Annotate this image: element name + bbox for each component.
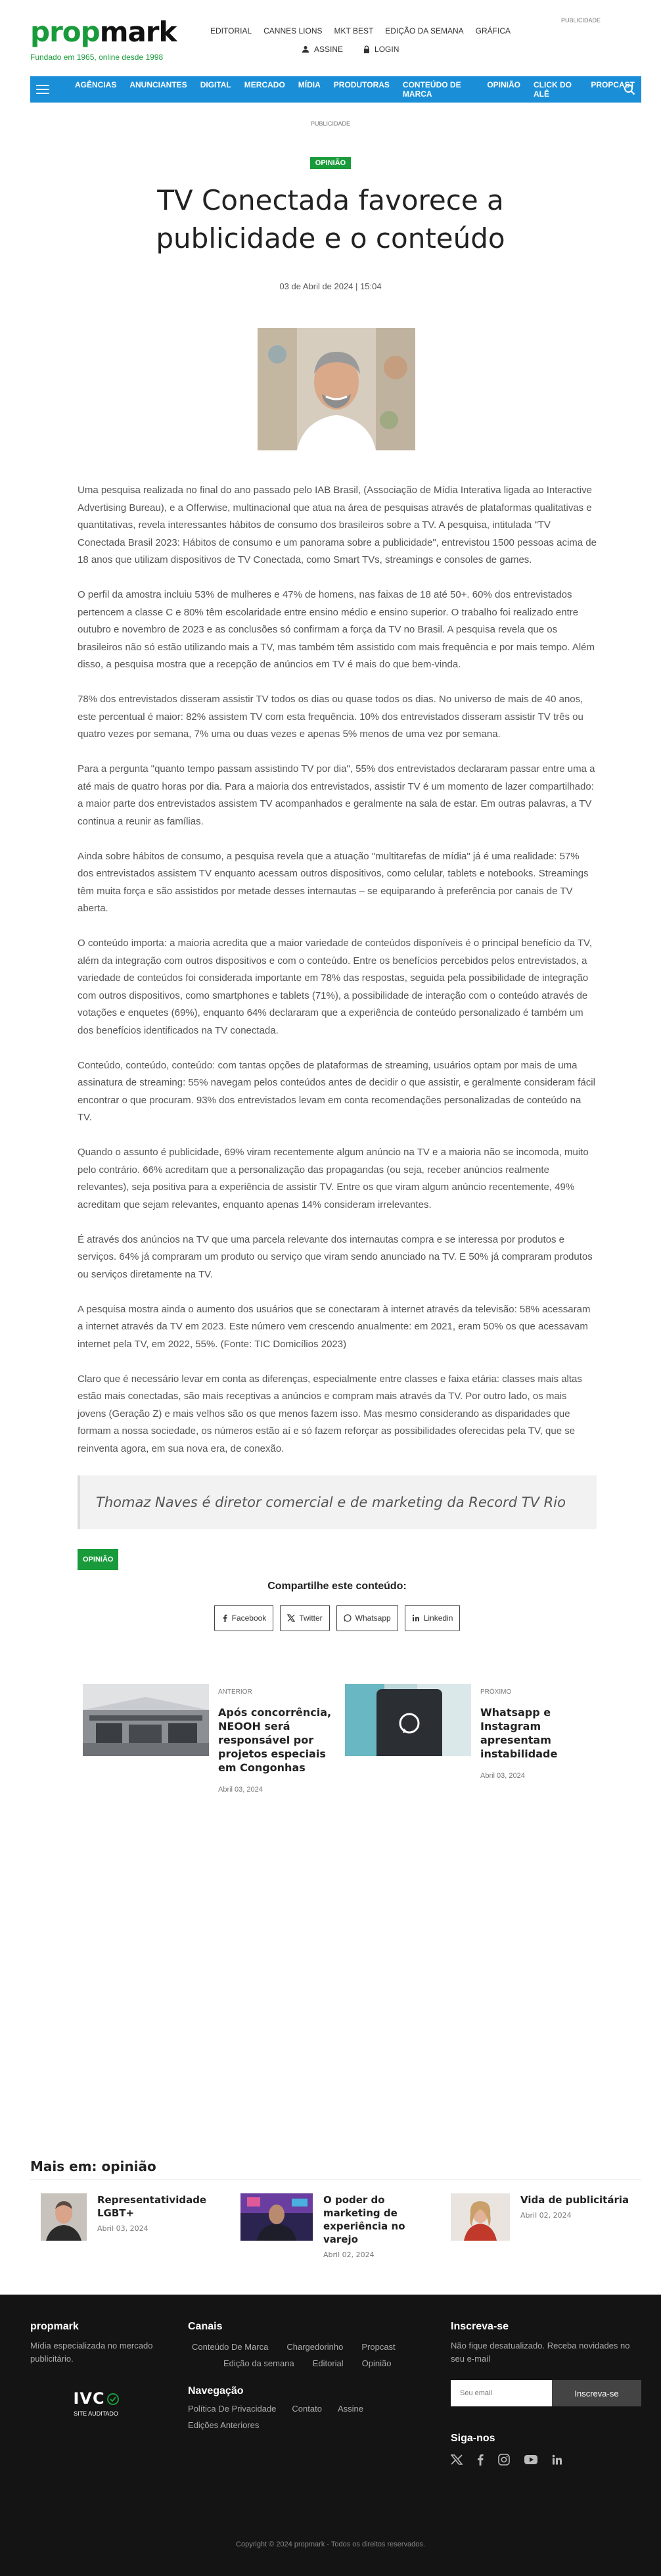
- more-item-thumb: [41, 2193, 87, 2241]
- share-linkedin-button[interactable]: [405, 1605, 461, 1632]
- main-navbar: [30, 76, 641, 103]
- nav-item-conteudo-marca[interactable]: CONTEÚDO DE MARCA: [402, 80, 461, 99]
- share-title: Compartilhe este conteúdo:: [267, 1581, 407, 1592]
- more-item-image: [451, 2193, 510, 2241]
- footer-link[interactable]: Conteúdo De Marca: [192, 2342, 269, 2352]
- footer-link[interactable]: Edições Anteriores: [188, 2420, 260, 2430]
- author-photo: [258, 328, 415, 450]
- article-category-bottom: [78, 1549, 597, 1571]
- more-item[interactable]: [451, 2193, 639, 2241]
- twitter-icon: [287, 1614, 295, 1622]
- more-item-text: [520, 2193, 639, 2241]
- more-item-image: [240, 2193, 313, 2241]
- article-body: [78, 482, 597, 1794]
- footer-subscribe-col: [451, 2321, 641, 2466]
- linkedin-icon[interactable]: [552, 2454, 562, 2465]
- footer-link[interactable]: Opinião: [361, 2358, 392, 2368]
- site-footer: [0, 2295, 661, 2576]
- footer-brand-col: [30, 2321, 175, 2417]
- login-link[interactable]: [363, 45, 399, 54]
- prev-article-image: [83, 1684, 209, 1756]
- next-article-image: [345, 1684, 471, 1756]
- more-in-section: [30, 2159, 641, 2259]
- article-date: 03 de Abril de 2024 | 15:04: [279, 281, 382, 291]
- more-item-date: Abril 03, 2024: [97, 2224, 148, 2233]
- email-input[interactable]: [451, 2380, 552, 2406]
- more-item-date: Abril 02, 2024: [520, 2211, 572, 2220]
- more-item-thumb: [240, 2193, 313, 2241]
- nav-item-click-ale[interactable]: CLICK DO ALÊ: [533, 80, 572, 99]
- prev-label: ANTERIOR: [218, 1688, 252, 1696]
- next-article-thumb: [345, 1684, 471, 1756]
- top-link-grafica[interactable]: GRÁFICA: [475, 26, 511, 36]
- nav-item-anunciantes[interactable]: ANUNCIANTES: [129, 80, 187, 89]
- nav-items: [68, 80, 641, 99]
- footer-subscribe-title: Inscreva-se: [451, 2321, 509, 2332]
- facebook-icon[interactable]: [477, 2454, 484, 2466]
- footer-canais-links: [188, 2342, 424, 2368]
- prev-next-nav: [78, 1684, 597, 1794]
- top-link-edicao[interactable]: EDIÇÃO DA SEMANA: [385, 26, 464, 36]
- top-link-cannes[interactable]: CANNES LIONS: [263, 26, 323, 36]
- nav-item-produtoras[interactable]: PRODUTORAS: [333, 80, 390, 89]
- next-article-title[interactable]: Whatsapp e Instagram apresentam instabilidade: [480, 1705, 558, 1760]
- site-header: [0, 0, 661, 74]
- share-twitter-button[interactable]: [280, 1605, 329, 1632]
- login-label: LOGIN: [375, 45, 399, 54]
- ivc-sub: SITE AUDITADO: [74, 2410, 118, 2417]
- author-portrait: [258, 328, 415, 450]
- category-badge-bottom[interactable]: OPINIÃO: [78, 1549, 118, 1571]
- article-paragraph: Para a pergunta "quanto tempo passam assistindo TV por dia", 55% dos entrevistados declararam passar entre uma a até mais de quatro horas por dia. Para a maioria dos entrevistados, assistir TV é um momento de lazer compartilhado: a maior parte dos entrevistados assistem TV acompanhados e geralmente na sala de estar. Em outras palavras, a TV continua a reunir as famílias.: [78, 763, 595, 827]
- user-plus-icon: [302, 45, 310, 53]
- site-tagline: Fundado em 1965, online desde 1998: [30, 53, 164, 62]
- nav-item-digital[interactable]: DIGITAL: [200, 80, 231, 89]
- instagram-icon[interactable]: [498, 2454, 510, 2466]
- prev-article-text: [218, 1684, 339, 1798]
- logo-prefix: prop: [30, 16, 100, 48]
- more-item-text: [323, 2193, 442, 2262]
- hamburger-icon: [36, 84, 49, 95]
- share-buttons: [78, 1605, 597, 1632]
- assine-label: ASSINE: [314, 45, 344, 54]
- article-title: TV Conectada favorece a publicidade e o conteúdo: [156, 184, 505, 254]
- share-linkedin-label: Linkedin: [423, 1613, 453, 1623]
- whatsapp-icon: [344, 1614, 352, 1622]
- nav-item-propcast[interactable]: PROPCAST: [591, 80, 635, 89]
- share-whatsapp-button[interactable]: [336, 1605, 398, 1632]
- nav-item-midia[interactable]: MÍDIA: [298, 80, 321, 89]
- article-paragraph: Claro que é necessário levar em conta as diferenças, especialmente entre classes e faixa etária: classes mais altas estão mais conectadas, são mais receptivas a anúncios e compram mais através da TV. Por outro lado, os mais jovens (Geração Z) e mais velhos são os que menos fazem isso. Mas mesmo considerando as disparidades que formam a nossa sociedade, os números estão aí e só fazem reforçar as possibilidades oferecidas pela TV, que se reinventa agora, em sua nova era, de conexão.: [78, 1373, 582, 1454]
- nav-item-mercado[interactable]: MERCADO: [244, 80, 285, 89]
- more-item-title[interactable]: O poder do marketing de experiência no varejo: [323, 2194, 405, 2245]
- footer-link[interactable]: Contato: [292, 2404, 322, 2414]
- footer-link[interactable]: Propcast: [361, 2342, 396, 2352]
- publicidade-label-mid: PUBLICIDADE: [310, 120, 351, 127]
- next-article-date: Abril 03, 2024: [480, 1771, 525, 1780]
- more-in-title: Mais em: opinião: [30, 2159, 156, 2174]
- youtube-icon[interactable]: [524, 2455, 537, 2464]
- footer-canais-col: [188, 2321, 424, 2430]
- next-article[interactable]: [345, 1684, 595, 1784]
- category-badge[interactable]: OPINIÃO: [310, 157, 351, 169]
- site-logo[interactable]: [30, 18, 176, 46]
- next-label: PRÓXIMO: [480, 1688, 512, 1696]
- footer-nav-links: [188, 2404, 424, 2430]
- more-item-image: [41, 2193, 87, 2241]
- article-paragraph: O conteúdo importa: a maioria acredita que a maior variedade de conteúdos disponíveis é o principal benefício da TV, além da integração com outros dispositivos e com o conteúdo. Entre os benefícios percebidos pelos entrevistados, a variedade de conteúdos foi considerada importante em 78% das respostas, seguida pela possibilidade de integração com outros dispositivos, como smartphones e tablets (71%), a possibilidade de interação com o conteúdo através de votações e enquetes (69%), enquanto 64% declararam que a experiência de conteúdo personalizado é também um dos benefícios identificados na TV conectada.: [78, 938, 592, 1036]
- nav-item-opiniao[interactable]: OPINIÃO: [487, 80, 520, 89]
- article-paragraph: Ainda sobre hábitos de consumo, a pesquisa revela que a atuação "multitarefas de mídia" já é uma realidade: 57% dos entrevistados assistem TV enquanto acessam outros dispositivos, como celular, tablets e notebooks. Streamings têm muita força e são assistidos por metade desses internautas – se equiparando à preferência por canais de TV aberta.: [78, 850, 589, 914]
- article-paragraph: Quando o assunto é publicidade, 69% viram recentemente algum anúncio na TV e a maioria não se incomoda, muito pelo contrário. 66% acreditam que a personalização das propagandas (ou seja, receber anúncios realmente relevantes), seja positiva para a experiência de assistir TV. Entre os que viram algum anúncio recentemente, 49% acreditam que sejam relevantes, enquanto apenas 14% consideram irrelevantes.: [78, 1147, 589, 1210]
- article-paragraph: 78% dos entrevistados disseram assistir TV todos os dias ou quase todos os dias. No universo de mais de 40 anos, este percentual é maior: 82% assistem TV com esta frequência. 10% dos entrevistados disseram assistir TV três ou quatro vezes por semana, 7% uma ou duas vezes e apenas 5% menos de uma vez por semana.: [78, 694, 583, 740]
- subscribe-button[interactable]: Inscreva-se: [552, 2380, 641, 2406]
- linkedin-icon: [412, 1614, 420, 1622]
- prev-article-date: Abril 03, 2024: [218, 1785, 263, 1794]
- subscribe-form: [451, 2380, 641, 2406]
- ivc-badge: [70, 2389, 122, 2417]
- article-paragraph: Conteúdo, conteúdo, conteúdo: com tantas opções de plataformas de streaming, usuários optam por mais de uma assinatura de streaming: 55% navegam pelos conteúdos antes de decidir o que assistir, e geralmente consideram fácil encontrar o que procuram. 93% dos entrevistados levam em conta recomendações personalizadas de conteúdo na TV.: [78, 1059, 595, 1123]
- article-paragraph: O perfil da amostra incluiu 53% de mulheres e 47% de homens, nas faixas de 18 até 50+. 60% dos entrevistados pertencem a classe C e 80% têm escolaridade entre ensino médio e ensino superior. O trabalho foi realizado entre outubro e novembro de 2023 e as conclusões só confirmam a força da TV no Brasil. A pesquisa revela que os brasileiros não só estão utilizando mais a TV, mas também têm assistido com mais frequência e por mais tempo. Além disso, a pesquisa mostra que a recepção de anúncios em TV é mais do que bem-vinda.: [78, 589, 595, 670]
- more-item-thumb: [451, 2193, 510, 2241]
- more-item[interactable]: [240, 2193, 442, 2262]
- next-article-text: [480, 1684, 595, 1784]
- search-button[interactable]: [622, 82, 637, 97]
- account-links: [302, 45, 399, 54]
- more-item[interactable]: [41, 2193, 216, 2241]
- footer-link[interactable]: Chargedorinho: [286, 2342, 344, 2352]
- search-icon: [624, 83, 635, 95]
- social-links: [451, 2454, 641, 2466]
- more-item-title[interactable]: Vida de publicitária: [520, 2194, 629, 2206]
- article-paragraph: É através dos anúncios na TV que uma parcela relevante dos internautas compra e se interessa por produtos e serviços. 64% já compraram um produto ou serviço que viram sendo anunciado na TV. E 50% já compraram produtos ou serviços diretamente na TV.: [78, 1233, 593, 1280]
- more-in-list: [30, 2193, 641, 2259]
- ivc-logo: [70, 2389, 122, 2408]
- share-facebook-button[interactable]: [214, 1605, 274, 1632]
- footer-link[interactable]: Editorial: [312, 2358, 344, 2368]
- prev-article[interactable]: [83, 1684, 339, 1798]
- footer-nav-title: Navegação: [188, 2385, 244, 2397]
- footer-canais-title: Canais: [188, 2321, 223, 2332]
- share-whatsapp-label: Whatsapp: [355, 1613, 391, 1623]
- share-twitter-label: Twitter: [299, 1613, 323, 1623]
- top-link-editorial[interactable]: EDITORIAL: [210, 26, 252, 36]
- article-category-top: [0, 156, 661, 169]
- more-item-text: [97, 2193, 216, 2241]
- footer-brand[interactable]: propmark: [30, 2321, 79, 2332]
- twitter-x-icon[interactable]: [451, 2454, 463, 2465]
- top-links: [210, 26, 511, 36]
- checkmark-icon: [107, 2393, 119, 2405]
- footer-subscribe-text: Não fique desatualizado. Receba novidades no seu e-mail: [451, 2341, 630, 2364]
- menu-button[interactable]: [30, 76, 55, 103]
- footer-link[interactable]: Edição da semana: [223, 2358, 294, 2368]
- ivc-logo-text: IVC: [73, 2389, 105, 2408]
- article-paragraph: Uma pesquisa realizada no final do ano passado pelo IAB Brasil, (Associação de Mídia Interativa ligada ao Interactive Advertising Bureau), e a Offerwise, multinacional que atua na área de pesquisas através de plataformas qualitativas e quantitativas, revela interessantes hábitos de consumo dos brasileiros sobre a TV. A pesquisa, intitulada "TV Conectada Brasil 2023: Hábitos de consumo e um panorama sobre a publicidade", entrevistou 1500 pessoas acima de 18 anos que utilizam dispositivos de TV Conectada, como Smart TVs, streamings e consoles de games.: [78, 485, 597, 565]
- lock-icon: [363, 45, 371, 53]
- article-paragraph: A pesquisa mostra ainda o aumento dos usuários que se conectaram à internet através da televisão: 58% acessaram a internet através da TV em 2023. Este número vem crescendo anualmente: em 2021, eram 50% os que acessavam internet pela TV, em 2022, 55%. (Fonte: TIC Domicílios 2023): [78, 1303, 591, 1350]
- footer-link[interactable]: Política De Privacidade: [188, 2404, 277, 2414]
- footer-brand-text: Mídia especializada no mercado publicitário.: [30, 2341, 153, 2364]
- assine-link[interactable]: [302, 45, 343, 54]
- footer-link[interactable]: Assine: [337, 2404, 363, 2414]
- prev-article-thumb: [83, 1684, 209, 1756]
- publicidade-label-top: PUBLICIDADE: [560, 17, 601, 24]
- more-item-title[interactable]: Representatividade LGBT+: [97, 2194, 207, 2219]
- footer-follow-title: Siga-nos: [451, 2433, 495, 2444]
- prev-article-title[interactable]: Após concorrência, NEOOH será responsável por projetos especiais em Congonhas: [218, 1705, 332, 1774]
- author-quote-text: Thomaz Naves é diretor comercial e de marketing da Record TV Rio: [96, 1494, 566, 1510]
- logo-suffix: mark: [99, 16, 177, 48]
- share-facebook-label: Facebook: [231, 1613, 267, 1623]
- nav-item-agencias[interactable]: AGÊNCIAS: [75, 80, 117, 89]
- author-quote: [78, 1475, 597, 1529]
- copyright: Copyright © 2024 propmark - Todos os direitos reservados.: [236, 2540, 425, 2548]
- top-link-mktbest[interactable]: MKT BEST: [334, 26, 374, 36]
- facebook-icon: [221, 1614, 228, 1622]
- more-item-date: Abril 02, 2024: [323, 2251, 375, 2259]
